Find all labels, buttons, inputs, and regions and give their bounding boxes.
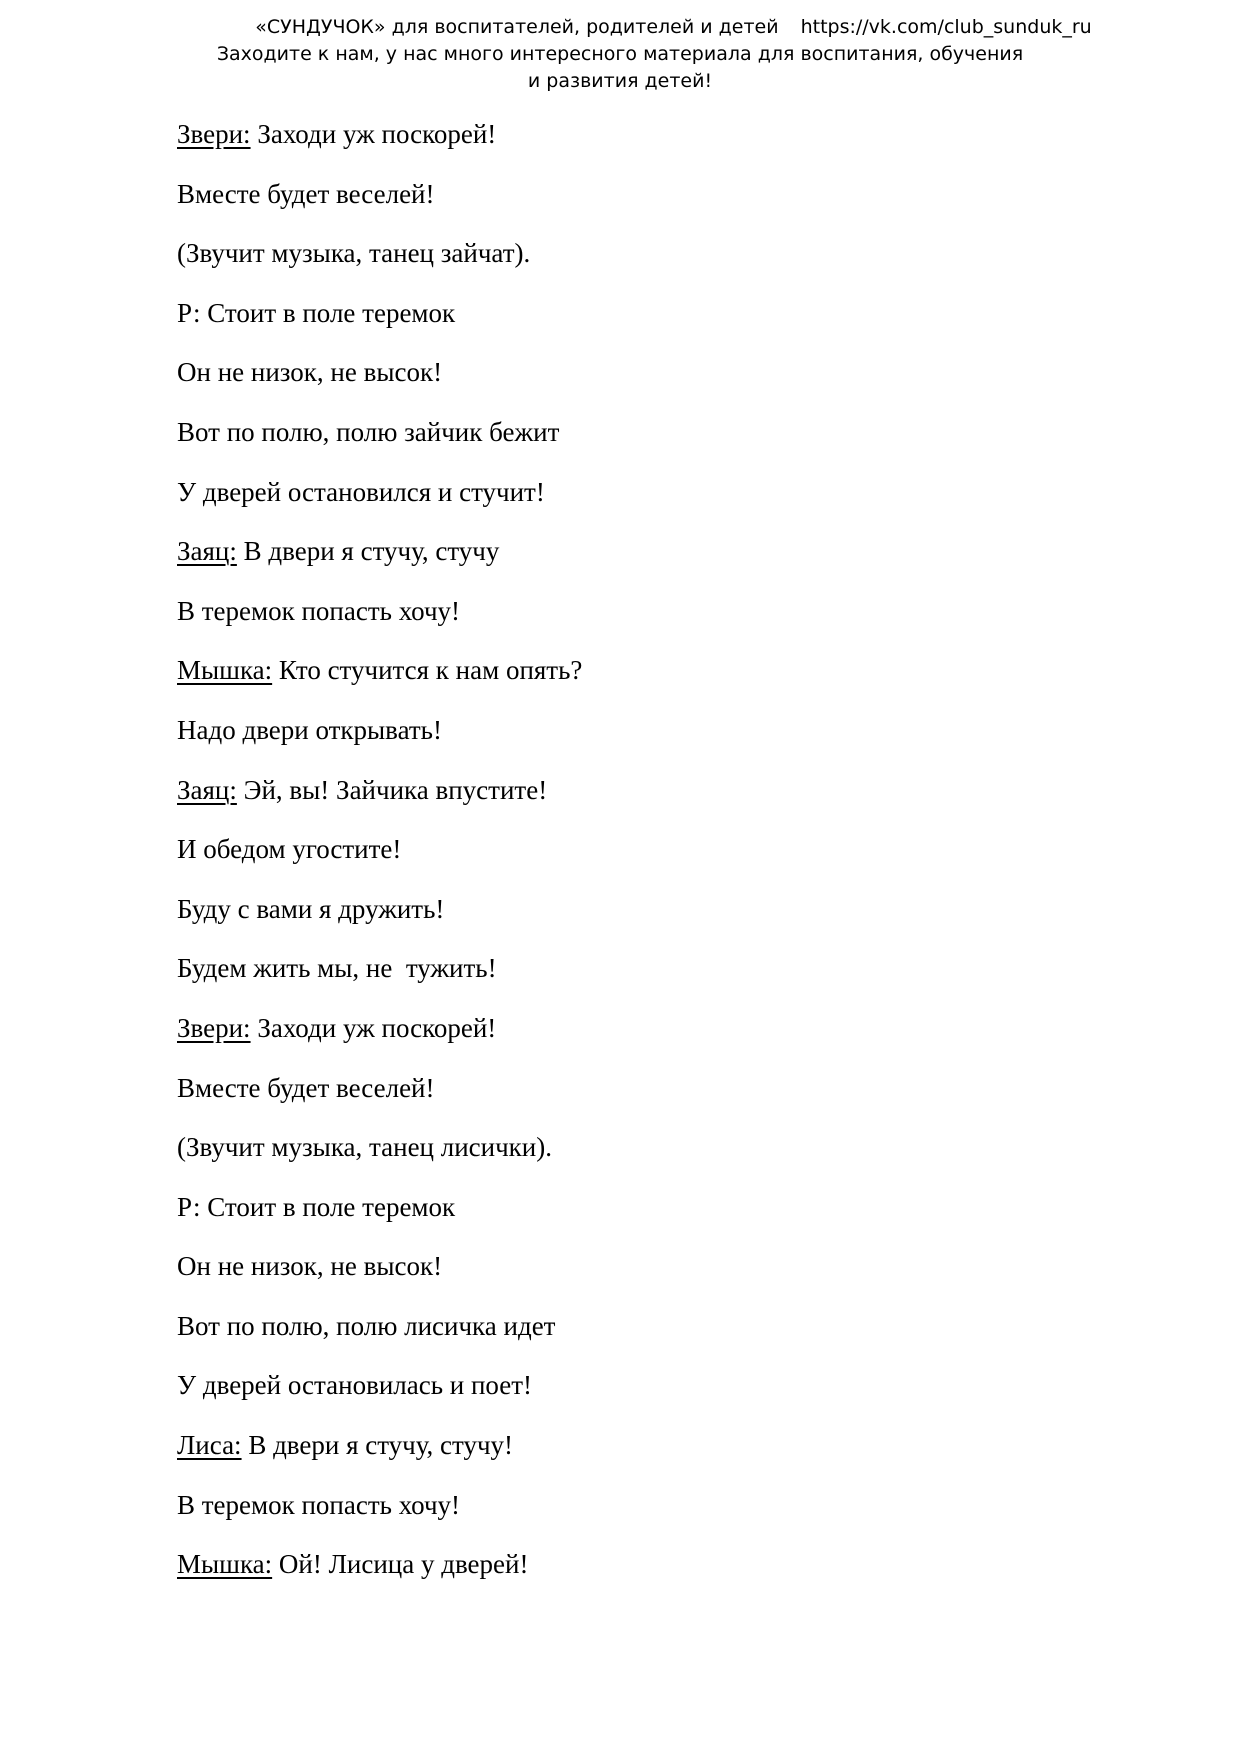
line-text: В двери я стучу, стучу! xyxy=(241,1430,514,1461)
line-text: Ой! Лисица у дверей! xyxy=(272,1549,529,1580)
speaker-label: Заяц: xyxy=(177,536,237,567)
header-line-1 xyxy=(0,14,1240,41)
line-text: В теремок попасть хочу! xyxy=(177,1489,461,1520)
line-text: И обедом угостите! xyxy=(177,834,402,865)
line-text: Вместе будет веселей! xyxy=(177,1072,435,1103)
line-text: Вот по полю, полю зайчик бежит xyxy=(177,416,560,447)
script-line xyxy=(177,587,1157,647)
script-line xyxy=(177,1361,1157,1421)
header-line-3: и развития детей! xyxy=(527,70,713,92)
speaker-label: Звери: xyxy=(177,119,251,149)
script-line xyxy=(177,1064,1157,1124)
page-header xyxy=(0,14,1240,95)
line-text: Он не низок, не высок! xyxy=(177,357,443,388)
script-line xyxy=(177,1183,1157,1243)
line-text: Р: Стоит в поле теремок xyxy=(177,297,456,328)
script-line xyxy=(177,1242,1157,1302)
script-line xyxy=(177,468,1157,528)
script-line xyxy=(177,1123,1157,1183)
speaker-label: Заяц: xyxy=(177,774,237,805)
script-line xyxy=(177,348,1157,408)
line-text: Вот по полю, полю лисичка идет xyxy=(177,1310,556,1341)
line-text: У дверей остановилась и поет! xyxy=(177,1370,533,1401)
script-line xyxy=(177,110,1157,170)
script-line xyxy=(177,1421,1157,1481)
line-text: У дверей остановился и стучит! xyxy=(177,476,545,507)
site-url: https://vk.com/club_sunduk_ru xyxy=(800,16,1092,38)
speaker-label: Мышка: xyxy=(177,655,273,686)
script-line xyxy=(177,706,1157,766)
speaker-label: Звери: xyxy=(177,1012,251,1043)
line-text: (Звучит музыка, танец лисички). xyxy=(177,1132,552,1163)
line-text: (Звучит музыка, танец зайчат). xyxy=(177,238,531,269)
script-line xyxy=(177,289,1157,349)
script-line xyxy=(177,408,1157,468)
line-text: Кто стучится к нам опять? xyxy=(272,655,583,686)
script-line xyxy=(177,766,1157,826)
speaker-label: Лиса: xyxy=(177,1430,242,1461)
script-line xyxy=(177,885,1157,945)
line-text: Он не низок, не высок! xyxy=(177,1251,443,1282)
site-name: «СУНДУЧОК» для воспитателей, родителей и детей xyxy=(255,16,779,38)
speaker-label: Мышка: xyxy=(177,1549,273,1580)
header-line-2: Заходите к нам, у нас много интересного материала для воспитания, обучения xyxy=(216,43,1024,65)
line-text: Буду с вами я дружить! xyxy=(177,893,445,924)
line-text: В теремок попасть хочу! xyxy=(177,595,461,626)
line-text: Будем жить мы, не тужить! xyxy=(177,953,497,984)
line-text: Заходи уж поскорей! xyxy=(250,1012,497,1043)
script-line xyxy=(177,825,1157,885)
script-line xyxy=(177,944,1157,1004)
script-line xyxy=(177,646,1157,706)
line-text: В двери я стучу, стучу xyxy=(236,536,500,567)
script-line xyxy=(177,527,1157,587)
line-text: Надо двери открывать! xyxy=(177,714,442,745)
line-text: Эй, вы! Зайчика впустите! xyxy=(236,774,548,805)
line-text: Заходи уж поскорей! xyxy=(250,119,497,149)
script-line xyxy=(177,229,1157,289)
script-line xyxy=(177,1004,1157,1064)
script-line xyxy=(177,170,1157,230)
script-line xyxy=(177,1302,1157,1362)
script-line xyxy=(177,1540,1157,1600)
script-line xyxy=(177,1481,1157,1541)
line-text: Вместе будет веселей! xyxy=(177,178,435,209)
script-body xyxy=(177,110,1157,1600)
line-text: Р: Стоит в поле теремок xyxy=(177,1191,456,1222)
